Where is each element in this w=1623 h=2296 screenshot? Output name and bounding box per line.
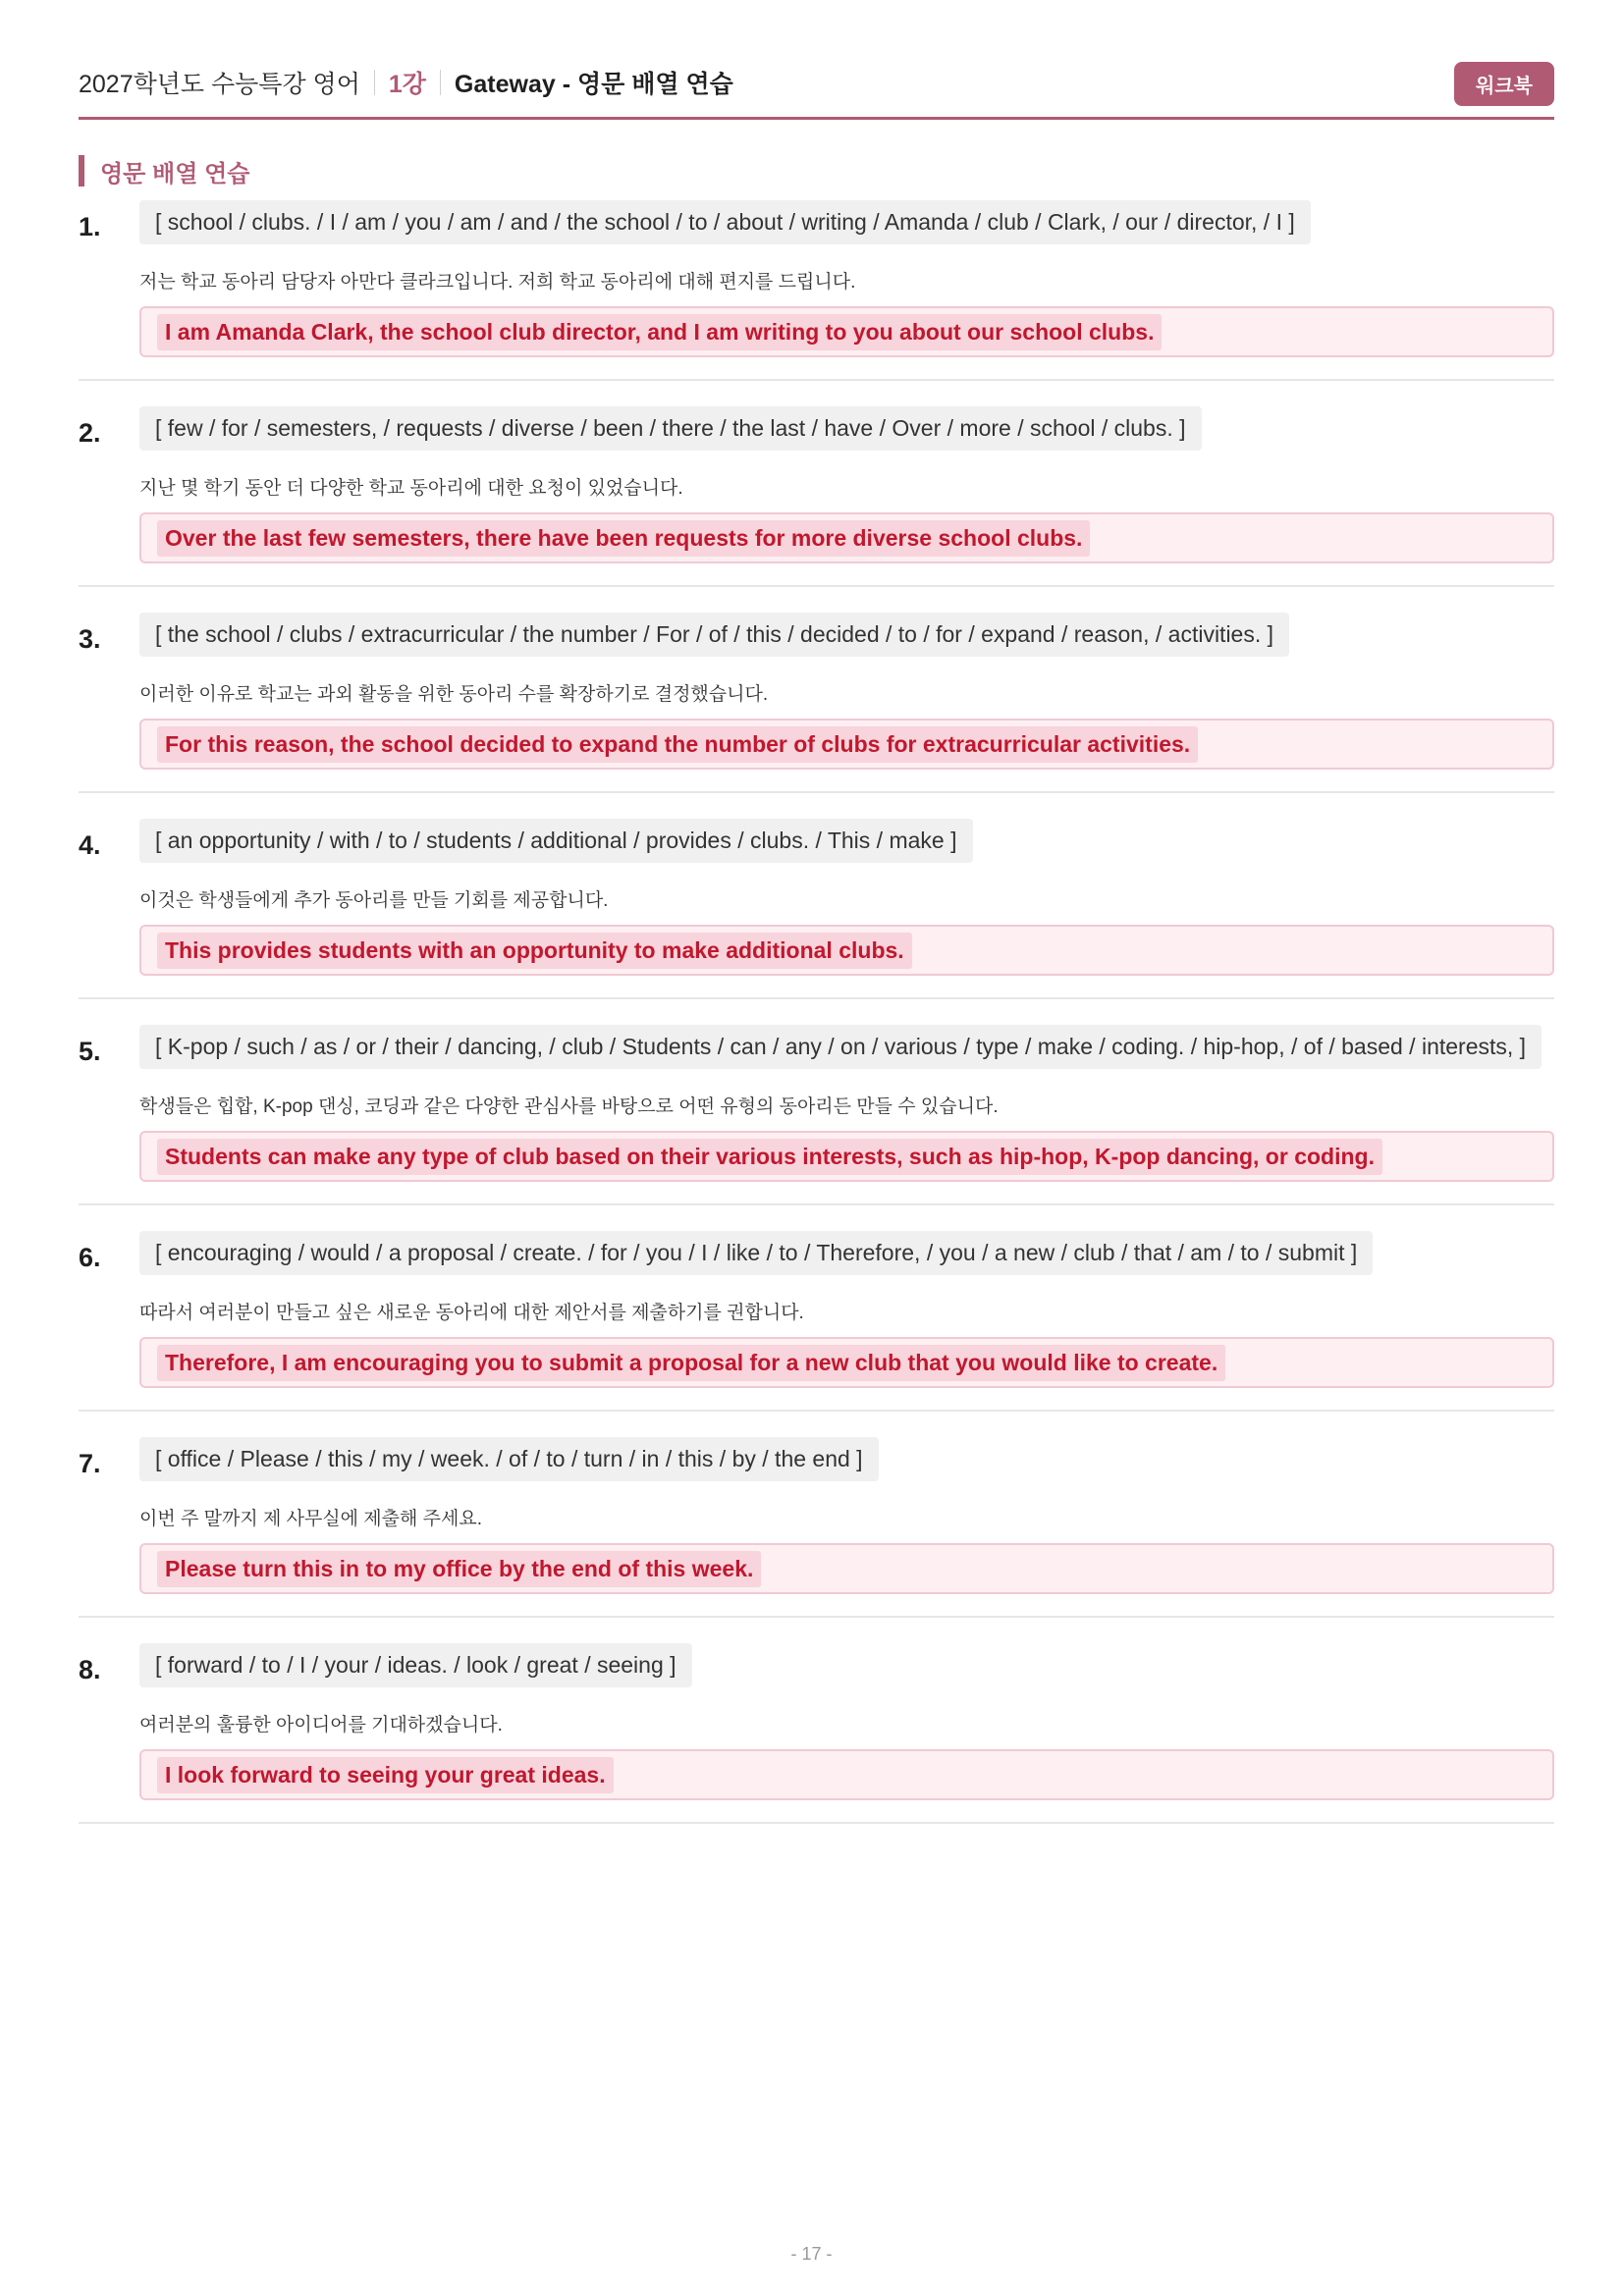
answer-sentence: I am Amanda Clark, the school club director, and I am writing to you about our school clubs. (157, 314, 1162, 350)
exercise-item (79, 819, 1554, 1025)
item-number: 6. (79, 1243, 101, 1272)
korean-translation: 학생들은 힙합, K-pop 댄싱, 코딩과 같은 다양한 관심사를 바탕으로 어떤 유형의 동아리든 만들 수 있습니다. (139, 1096, 999, 1117)
workbook-badge: 워크북 (1454, 62, 1554, 106)
course-title: 2027학년도 수능특강 영어 (79, 71, 360, 98)
section-heading (79, 155, 249, 187)
page-number: - 17 - (790, 2244, 833, 2264)
answer-box (139, 1337, 1554, 1388)
page-header (79, 61, 1554, 104)
exercise-item (79, 1643, 1554, 1849)
exercise-item (79, 1437, 1554, 1643)
answer-box (139, 719, 1554, 770)
item-number: 7. (79, 1449, 101, 1478)
scrambled-words: [ forward / to / I / your / ideas. / look / great / seeing ] (139, 1643, 692, 1687)
header-rule (79, 117, 1554, 120)
lesson-number: 1강 (388, 71, 426, 98)
item-divider (79, 379, 1554, 381)
header-divider (440, 70, 441, 95)
scrambled-words: [ the school / clubs / extracurricular / the number / For / of / this / decided / to / for / expand / reason, / activities. ] (139, 613, 1289, 657)
answer-box (139, 306, 1554, 357)
korean-translation: 저는 학교 동아리 담당자 아만다 클라크입니다. 저희 학교 동아리에 대해 편지를 드립니다. (139, 272, 856, 293)
item-divider (79, 585, 1554, 587)
answer-sentence: Please turn this in to my office by the end of this week. (157, 1551, 761, 1587)
exercise-item (79, 613, 1554, 819)
exercise-list (79, 200, 1554, 1849)
answer-box (139, 1543, 1554, 1594)
item-divider (79, 1616, 1554, 1618)
answer-sentence: I look forward to seeing your great ideas. (157, 1757, 614, 1793)
exercise-item (79, 1231, 1554, 1437)
korean-translation: 이러한 이유로 학교는 과외 활동을 위한 동아리 수를 확장하기로 결정했습니다. (139, 684, 769, 705)
answer-sentence: For this reason, the school decided to expand the number of clubs for extracurricular activities. (157, 726, 1198, 763)
korean-translation: 이번 주 말까지 제 사무실에 제출해 주세요. (139, 1509, 482, 1529)
answer-sentence: Therefore, I am encouraging you to submit a proposal for a new club that you would like to create. (157, 1345, 1225, 1381)
answer-box (139, 925, 1554, 976)
exercise-item (79, 406, 1554, 613)
page-title: Gateway - 영문 배열 연습 (454, 71, 733, 98)
answer-sentence: This provides students with an opportunity to make additional clubs. (157, 933, 912, 969)
header-divider (374, 70, 375, 95)
item-number: 4. (79, 830, 101, 860)
korean-translation: 여러분의 훌륭한 아이디어를 기대하겠습니다. (139, 1715, 503, 1735)
section-accent-bar (79, 155, 84, 187)
answer-sentence: Over the last few semesters, there have been requests for more diverse school clubs. (157, 520, 1090, 557)
item-number: 3. (79, 624, 101, 654)
scrambled-words: [ K-pop / such / as / or / their / dancing, / club / Students / can / any / on / various / type / make / coding. / hip-hop, / of / based / interests, ] (139, 1025, 1542, 1069)
answer-box (139, 1749, 1554, 1800)
korean-translation: 따라서 여러분이 만들고 싶은 새로운 동아리에 대한 제안서를 제출하기를 권합니다. (139, 1303, 804, 1323)
item-number: 2. (79, 418, 101, 448)
answer-box (139, 1131, 1554, 1182)
item-number: 5. (79, 1037, 101, 1066)
korean-translation: 이것은 학생들에게 추가 동아리를 만들 기회를 제공합니다. (139, 890, 609, 911)
scrambled-words: [ office / Please / this / my / week. / of / to / turn / in / this / by / the end ] (139, 1437, 879, 1481)
answer-sentence: Students can make any type of club based on their various interests, such as hip-hop, K-pop dancing, or coding. (157, 1139, 1382, 1175)
item-divider (79, 1203, 1554, 1205)
korean-translation: 지난 몇 학기 동안 더 다양한 학교 동아리에 대한 요청이 있었습니다. (139, 478, 683, 499)
exercise-item (79, 1025, 1554, 1231)
item-number: 8. (79, 1655, 101, 1684)
scrambled-words: [ few / for / semesters, / requests / diverse / been / there / the last / have / Over / more / school / clubs. ] (139, 406, 1202, 451)
item-divider (79, 1822, 1554, 1824)
exercise-item (79, 200, 1554, 406)
item-divider (79, 1410, 1554, 1412)
item-divider (79, 997, 1554, 999)
scrambled-words: [ encouraging / would / a proposal / create. / for / you / I / like / to / Therefore, / you / a new / club / that / am / to / submit ] (139, 1231, 1373, 1275)
scrambled-words: [ an opportunity / with / to / students / additional / provides / clubs. / This / make ] (139, 819, 973, 863)
item-number: 1. (79, 212, 101, 241)
item-divider (79, 791, 1554, 793)
scrambled-words: [ school / clubs. / I / am / you / am / and / the school / to / about / writing / Amanda / club / Clark, / our / director, / I ] (139, 200, 1311, 244)
section-title: 영문 배열 연습 (100, 160, 250, 187)
answer-box (139, 512, 1554, 563)
